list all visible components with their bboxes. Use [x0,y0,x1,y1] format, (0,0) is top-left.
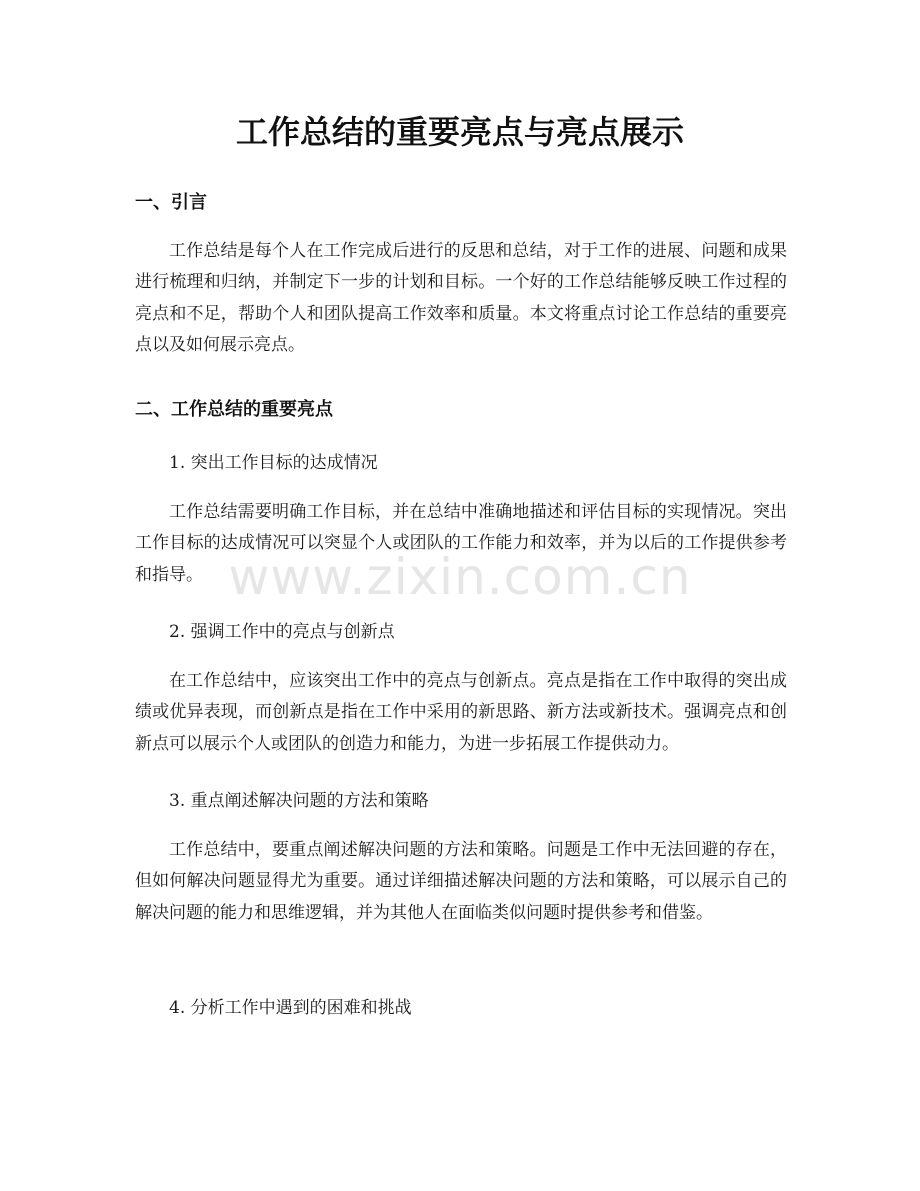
section-heading-highlights: 二、工作总结的重要亮点 [135,399,333,420]
watermark: www.zixin.com.cn [228,548,692,606]
subheading-goal-achievement: 1. 突出工作目标的达成情况 [169,453,378,473]
subheading-innovation: 2. 强调工作中的亮点与创新点 [169,622,395,642]
document-title: 工作总结的重要亮点与亮点展示 [235,113,684,151]
paragraph-problem-solving: 工作总结中，要重点阐述解决问题的方法和策略。问题是工作中无法回避的存在，但如何解决问题显得尤为重要。通过详细描述解决问题的方法和策略，可以展示自己的解决问题的能力和思维逻辑，并为其他人在面临类似问题时提供参考和借鉴。 [135,840,787,923]
section-heading-intro: 一、引言 [135,192,207,213]
paragraph-innovation: 在工作总结中，应该突出工作中的亮点与创新点。亮点是指在工作中取得的突出成绩或优异表现，而创新点是指在工作中采用的新思路、新方法或新技术。强调亮点和创新点可以展示个人或团队的创造力和能力，为进一步拓展工作提供动力。 [135,671,787,754]
intro-paragraph: 工作总结是每个人在工作完成后进行的反思和总结，对于工作的进展、问题和成果进行梳理和归纳，并制定下一步的计划和目标。一个好的工作总结能够反映工作过程的亮点和不足，帮助个人和团队提高工作效率和质量。本文将重点讨论工作总结的重要亮点以及如何展示亮点。 [135,241,787,356]
subheading-difficulties: 4. 分析工作中遇到的困难和挑战 [169,998,412,1018]
paragraph-goal-achievement: 工作总结需要明确工作目标，并在总结中准确地描述和评估目标的实现情况。突出工作目标的达成情况可以突显个人或团队的工作能力和效率，并为以后的工作提供参考和指导。 [135,502,787,585]
subheading-problem-solving: 3. 重点阐述解决问题的方法和策略 [169,791,429,811]
